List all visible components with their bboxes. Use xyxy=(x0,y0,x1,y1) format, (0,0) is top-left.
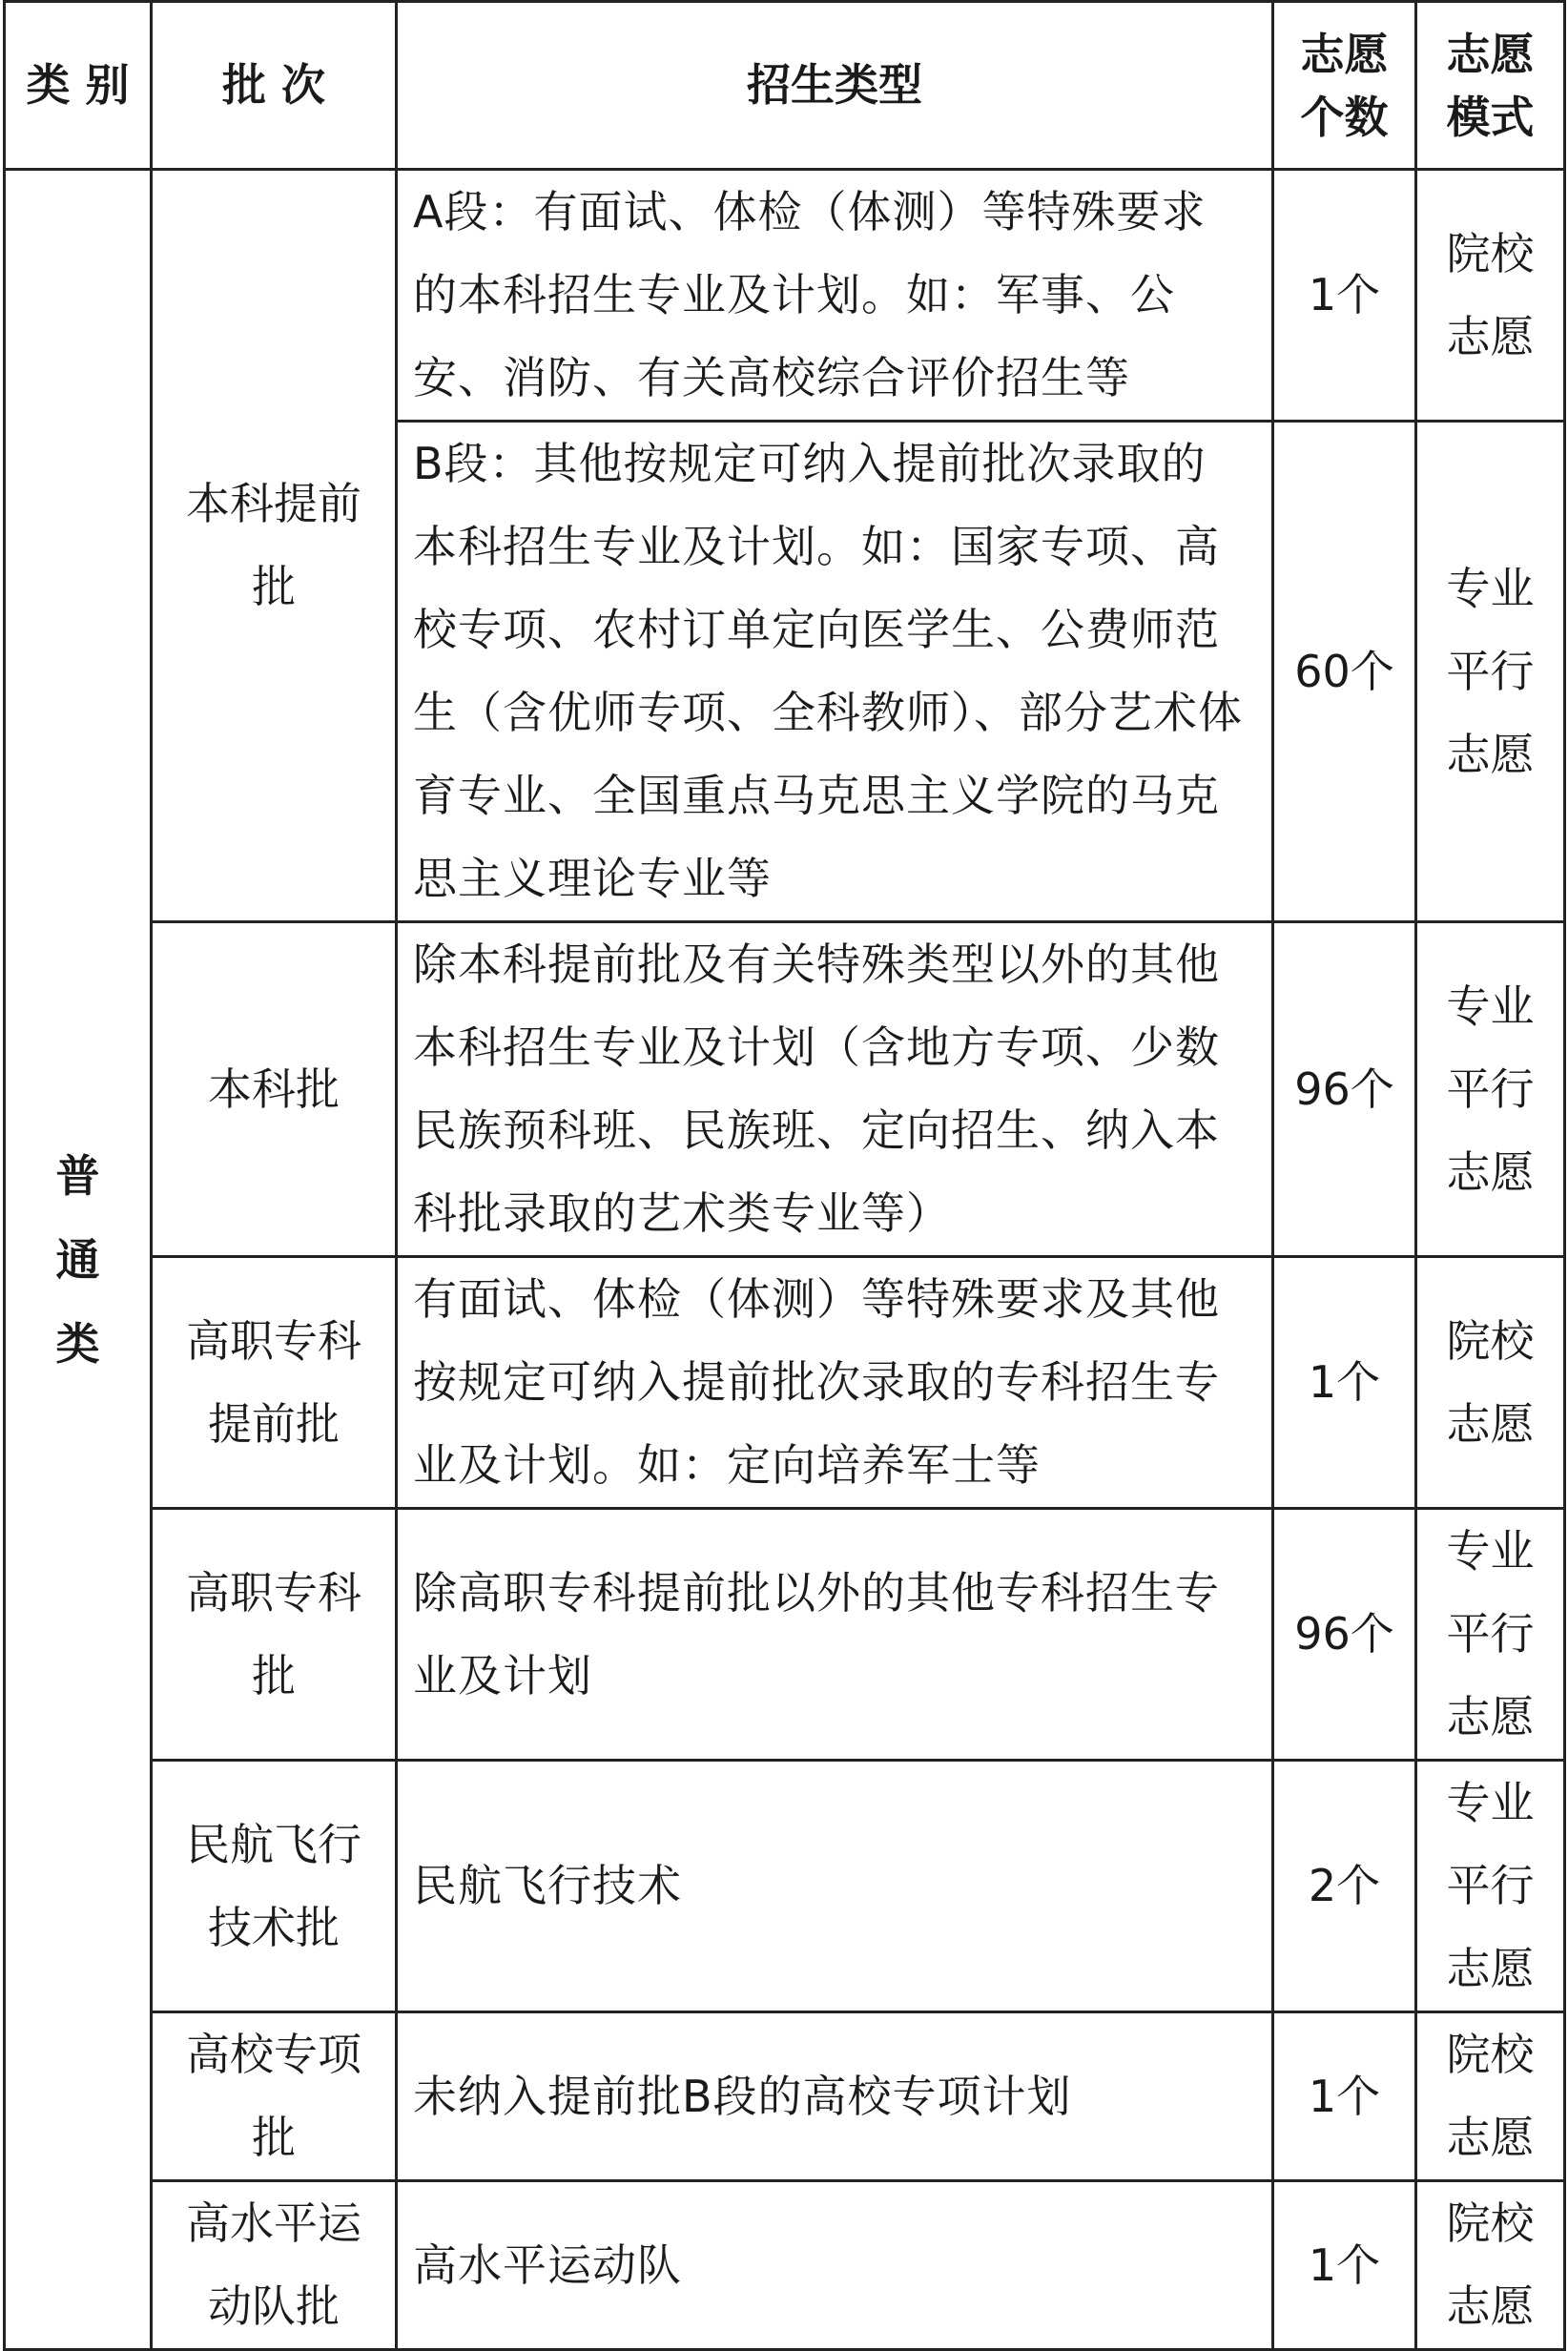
header-count-label: 志愿个数 xyxy=(1300,28,1389,143)
wish-mode: 院校志愿 xyxy=(1446,1314,1535,1450)
batch-label: 高职专科提前批 xyxy=(186,1314,361,1450)
wish-mode: 院校志愿 xyxy=(1446,2197,1535,2332)
batch-label: 本科批 xyxy=(208,1062,340,1115)
wish-mode-cell xyxy=(1416,2012,1565,2181)
wish-count: 96个 xyxy=(1273,1509,1416,1761)
table-row xyxy=(5,170,1565,422)
wish-mode: 专业平行志愿 xyxy=(1446,562,1535,780)
table-row xyxy=(5,2181,1565,2350)
wish-count: 1个 xyxy=(1273,2181,1416,2350)
table-row xyxy=(5,1257,1565,1509)
header-mode-label: 志愿模式 xyxy=(1446,28,1535,143)
type-description: 除本科提前批及有关特殊类型以外的其他本科招生专业及计划（含地方专项、少数民族预科班、民族班、定向招生、纳入本科批录取的艺术类专业等） xyxy=(397,922,1273,1257)
category-label: 普通类 xyxy=(55,1149,100,1370)
table-row xyxy=(5,1509,1565,1761)
wish-count: 2个 xyxy=(1273,1761,1416,2012)
batch-cell xyxy=(152,170,397,922)
wish-mode-cell xyxy=(1416,1761,1565,2012)
wish-count: 1个 xyxy=(1273,2012,1416,2181)
batch-cell xyxy=(152,2181,397,2350)
header-batch: 批 次 xyxy=(152,2,397,170)
type-description: 民航飞行技术 xyxy=(397,1761,1273,2012)
wish-mode-cell xyxy=(1416,2181,1565,2350)
wish-mode-cell xyxy=(1416,1509,1565,1761)
category-cell xyxy=(5,170,152,2350)
type-description: 未纳入提前批B段的高校专项计划 xyxy=(397,2012,1273,2181)
header-count xyxy=(1273,2,1416,170)
wish-mode: 专业平行志愿 xyxy=(1446,980,1535,1198)
header-mode xyxy=(1416,2,1565,170)
wish-mode-cell xyxy=(1416,422,1565,922)
batch-cell xyxy=(152,922,397,1257)
batch-cell xyxy=(152,1509,397,1761)
batch-cell xyxy=(152,1257,397,1509)
table-row xyxy=(5,1761,1565,2012)
batch-label: 高水平运动队批 xyxy=(186,2197,361,2332)
wish-mode-cell xyxy=(1416,170,1565,422)
batch-label: 民航飞行技术批 xyxy=(186,1818,361,1953)
wish-count: 60个 xyxy=(1273,422,1416,922)
batch-cell xyxy=(152,1761,397,2012)
batch-label: 高职专科批 xyxy=(186,1566,361,1701)
wish-count: 1个 xyxy=(1273,1257,1416,1509)
batch-cell xyxy=(152,2012,397,2181)
type-description: 有面试、体检（体测）等特殊要求及其他按规定可纳入提前批次录取的专科招生专业及计划。如：定向培养军士等 xyxy=(397,1257,1273,1509)
type-description: 高水平运动队 xyxy=(397,2181,1273,2350)
wish-mode: 院校志愿 xyxy=(1446,2029,1535,2163)
wish-mode-cell xyxy=(1416,1257,1565,1509)
wish-mode: 专业平行志愿 xyxy=(1446,1525,1535,1743)
batch-label: 本科提前批 xyxy=(186,478,361,612)
wish-count: 1个 xyxy=(1273,170,1416,422)
batch-label: 高校专项批 xyxy=(186,2029,361,2163)
type-description: B段：其他按规定可纳入提前批次录取的本科招生专业及计划。如：国家专项、高校专项、农村订单定向医学生、公费师范生（含优师专项、全科教师）、部分艺术体育专业、全国重点马克思主义学院的马克思主义理论专业等 xyxy=(397,422,1273,922)
type-description: 除高职专科提前批以外的其他专科招生专业及计划 xyxy=(397,1509,1273,1761)
wish-mode-cell xyxy=(1416,922,1565,1257)
table-row xyxy=(5,922,1565,1257)
wish-mode: 院校志愿 xyxy=(1446,227,1535,362)
wish-mode: 专业平行志愿 xyxy=(1446,1777,1535,1994)
table-row xyxy=(5,2012,1565,2181)
header-type: 招生类型 xyxy=(397,2,1273,170)
header-category: 类 别 xyxy=(5,2,152,170)
admission-batch-table xyxy=(3,0,1566,2351)
wish-count: 96个 xyxy=(1273,922,1416,1257)
table-header-row xyxy=(5,2,1565,170)
type-description: A段：有面试、体检（体测）等特殊要求的本科招生专业及计划。如：军事、公安、消防、有关高校综合评价招生等 xyxy=(397,170,1273,422)
